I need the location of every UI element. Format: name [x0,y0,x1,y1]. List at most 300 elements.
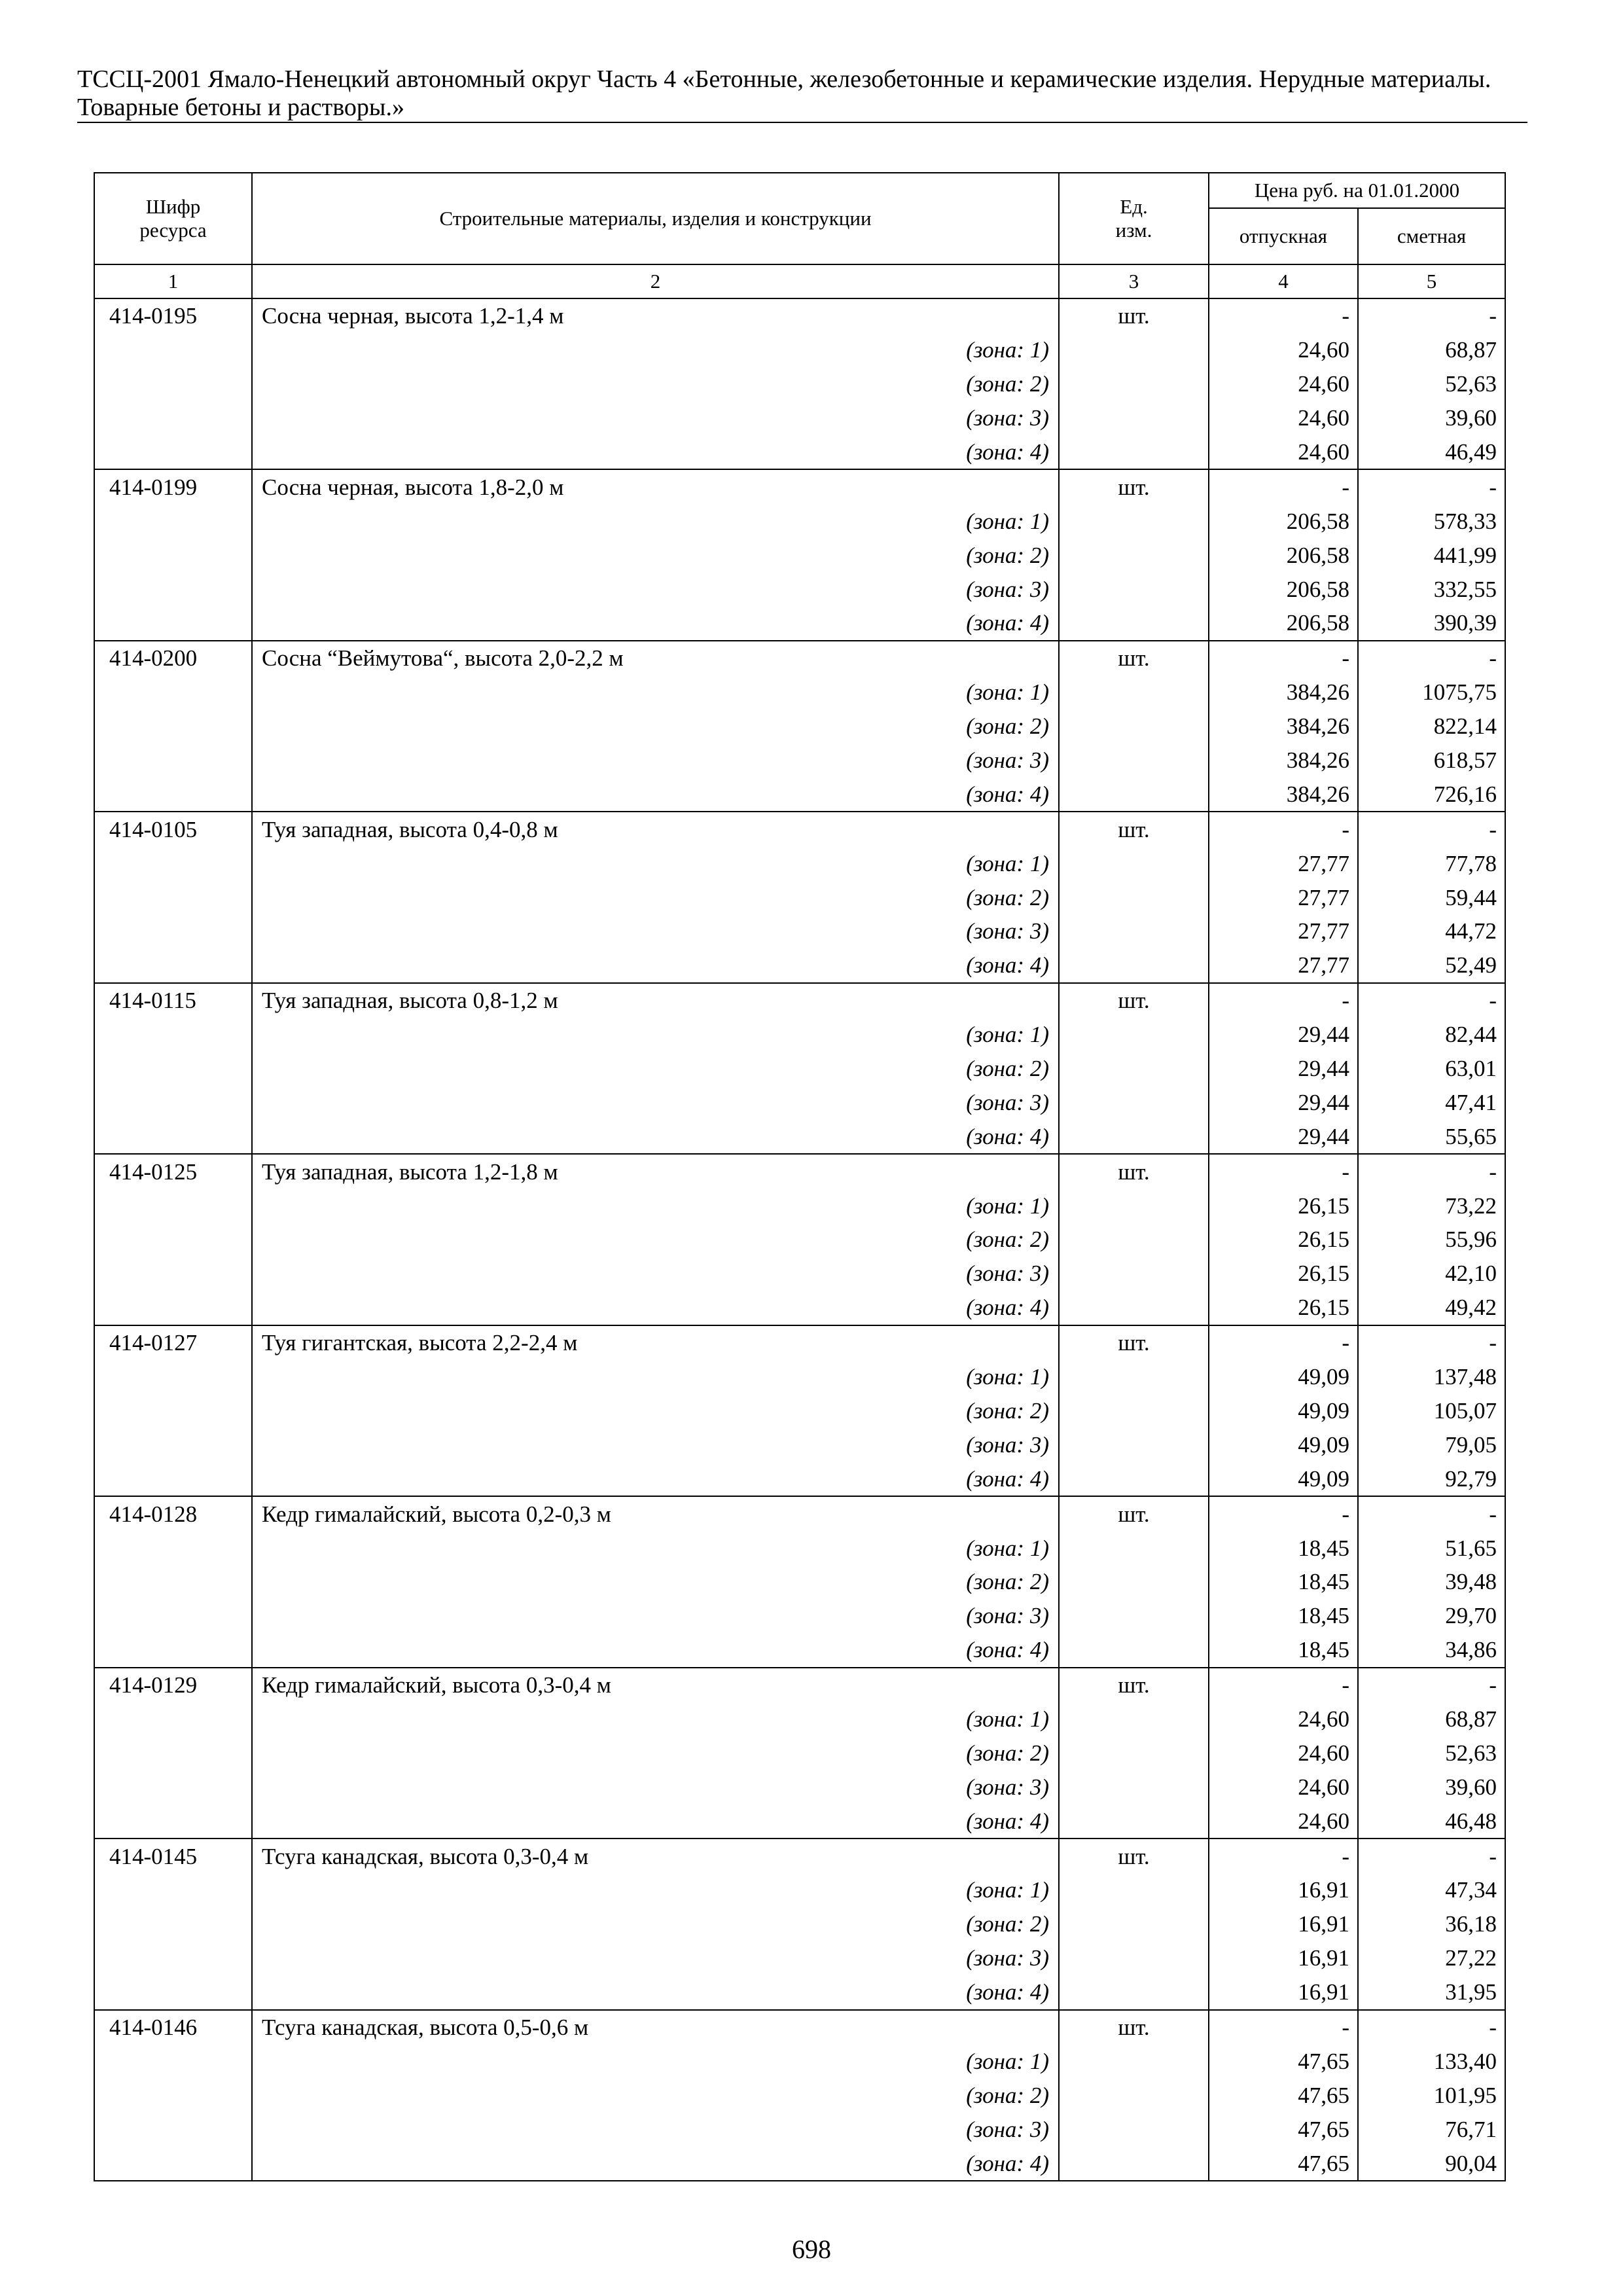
release-price: - [1209,1325,1358,1360]
zone-release-price: 24,60 [1209,1736,1358,1770]
resource-code-empty [94,401,252,435]
material-name: Сосна черная, высота 1,8-2,0 м [252,469,1059,504]
unit-empty [1059,1633,1209,1668]
zone-row [94,1804,1505,1839]
zone-estimate-price: 47,41 [1358,1085,1505,1119]
material-name: Тсуга канадская, высота 0,5-0,6 м [252,2010,1059,2045]
estimate-price: - [1358,812,1505,846]
header-estimate-price: сметная [1358,208,1505,264]
resource-code-empty [94,333,252,367]
zone-release-price: 29,44 [1209,1052,1358,1086]
estimate-price: - [1358,2010,1505,2045]
unit-empty [1059,1052,1209,1086]
zone-label: (зона: 2) [252,367,1059,401]
zone-release-price: 24,60 [1209,333,1358,367]
zone-row [94,1427,1505,1462]
zone-row [94,1223,1505,1257]
estimate-price: - [1358,1325,1505,1360]
unit-of-measure: шт. [1059,469,1209,504]
zone-estimate-price: 63,01 [1358,1052,1505,1086]
zone-release-price: 18,45 [1209,1633,1358,1668]
zone-row [94,1941,1505,1975]
zone-row [94,367,1505,401]
unit-empty [1059,675,1209,709]
material-name: Туя западная, высота 1,2-1,8 м [252,1154,1059,1189]
zone-row [94,1907,1505,1941]
zone-label: (зона: 4) [252,435,1059,470]
unit-empty [1059,1223,1209,1257]
zone-estimate-price: 82,44 [1358,1018,1505,1052]
material-name: Сосна “Веймутова“, высота 2,0-2,2 м [252,641,1059,675]
resource-code: 414-0145 [94,1839,252,1873]
resource-code-empty [94,1599,252,1633]
zone-label: (зона: 2) [252,880,1059,914]
page-number: 698 [792,2234,831,2264]
header-name: Строительные материалы, изделия и конструкции [252,173,1059,264]
unit-empty [1059,1291,1209,1325]
zone-release-price: 16,91 [1209,1907,1358,1941]
release-price: - [1209,1154,1358,1189]
resource-code-empty [94,1223,252,1257]
resource-code-empty [94,1427,252,1462]
estimate-price: - [1358,1839,1505,1873]
zone-release-price: 49,09 [1209,1427,1358,1462]
table-row [94,469,1505,504]
zone-row [94,1257,1505,1291]
zone-label: (зона: 3) [252,914,1059,948]
zone-estimate-price: 137,48 [1358,1360,1505,1394]
estimate-price: - [1358,1496,1505,1531]
zone-label: (зона: 1) [252,1189,1059,1223]
zone-release-price: 27,77 [1209,846,1358,880]
resource-code-empty [94,948,252,983]
unit-of-measure: шт. [1059,1839,1209,1873]
resource-code: 414-0115 [94,983,252,1018]
zone-release-price: 24,60 [1209,1702,1358,1736]
resource-code: 414-0128 [94,1496,252,1531]
table-row [94,1668,1505,1702]
zone-estimate-price: 76,71 [1358,2112,1505,2146]
unit-empty [1059,504,1209,538]
unit-empty [1059,1085,1209,1119]
zone-estimate-price: 46,48 [1358,1804,1505,1839]
resource-code: 414-0195 [94,298,252,333]
column-number: 5 [1358,264,1505,298]
table-row [94,1496,1505,1531]
zone-row [94,1702,1505,1736]
zone-label: (зона: 4) [252,1633,1059,1668]
zone-release-price: 49,09 [1209,1360,1358,1394]
zone-row [94,1360,1505,1394]
resource-code-empty [94,1531,252,1565]
unit-empty [1059,1804,1209,1839]
zone-release-price: 47,65 [1209,2078,1358,2112]
table-row [94,1154,1505,1189]
resource-code-empty [94,2044,252,2078]
zone-row [94,1394,1505,1428]
unit-empty [1059,744,1209,778]
zone-row [94,1736,1505,1770]
resource-code-empty [94,777,252,812]
resource-code-empty [94,1119,252,1154]
zone-row [94,572,1505,606]
release-price: - [1209,2010,1358,2045]
zone-row [94,504,1505,538]
unit-empty [1059,880,1209,914]
zone-label: (зона: 1) [252,2044,1059,2078]
header-price: Цена руб. на 01.01.2000 [1209,173,1505,208]
material-name: Туя гигантская, высота 2,2-2,4 м [252,1325,1059,1360]
header-code: Шифр ресурса [94,173,252,264]
zone-row [94,2078,1505,2112]
zone-label: (зона: 4) [252,948,1059,983]
zone-estimate-price: 578,33 [1358,504,1505,538]
unit-empty [1059,1702,1209,1736]
zone-row [94,1770,1505,1804]
resource-code: 414-0125 [94,1154,252,1189]
zone-release-price: 24,60 [1209,401,1358,435]
unit-empty [1059,333,1209,367]
table-row [94,1325,1505,1360]
zone-label: (зона: 1) [252,846,1059,880]
material-name: Тсуга канадская, высота 0,3-0,4 м [252,1839,1059,1873]
unit-empty [1059,777,1209,812]
column-number: 2 [252,264,1059,298]
unit-empty [1059,1531,1209,1565]
zone-label: (зона: 2) [252,1565,1059,1599]
zone-release-price: 384,26 [1209,777,1358,812]
material-name: Кедр гималайский, высота 0,3-0,4 м [252,1668,1059,1702]
resource-code-empty [94,1941,252,1975]
release-price: - [1209,641,1358,675]
unit-of-measure: шт. [1059,1154,1209,1189]
zone-label: (зона: 3) [252,572,1059,606]
resource-code-empty [94,1907,252,1941]
zone-label: (зона: 4) [252,1462,1059,1496]
resource-code: 414-0105 [94,812,252,846]
zone-release-price: 384,26 [1209,675,1358,709]
estimate-price: - [1358,641,1505,675]
unit-empty [1059,2146,1209,2181]
running-header-line-2: Товарные бетоны и растворы.» [77,94,404,121]
unit-empty [1059,2044,1209,2078]
unit-empty [1059,1599,1209,1633]
zone-estimate-price: 68,87 [1358,1702,1505,1736]
resource-code-empty [94,914,252,948]
zone-release-price: 27,77 [1209,914,1358,948]
estimate-price: - [1358,1154,1505,1189]
resource-code-empty [94,538,252,572]
resource-code-empty [94,1873,252,1907]
zone-label: (зона: 3) [252,2112,1059,2146]
unit-empty [1059,538,1209,572]
zone-release-price: 49,09 [1209,1394,1358,1428]
zone-row [94,333,1505,367]
zone-release-price: 26,15 [1209,1257,1358,1291]
zone-release-price: 49,09 [1209,1462,1358,1496]
zone-row [94,1291,1505,1325]
unit-of-measure: шт. [1059,983,1209,1018]
zone-row [94,880,1505,914]
zone-estimate-price: 92,79 [1358,1462,1505,1496]
zone-release-price: 206,58 [1209,606,1358,641]
zone-row [94,2044,1505,2078]
resource-code-empty [94,1189,252,1223]
zone-estimate-price: 46,49 [1358,435,1505,470]
resource-code-empty [94,1360,252,1394]
unit-empty [1059,606,1209,641]
release-price: - [1209,469,1358,504]
unit-of-measure: шт. [1059,1325,1209,1360]
resource-code-empty [94,435,252,470]
unit-empty [1059,572,1209,606]
zone-row [94,1085,1505,1119]
unit-empty [1059,1119,1209,1154]
estimate-price: - [1358,1668,1505,1702]
zone-label: (зона: 1) [252,1873,1059,1907]
zone-release-price: 26,15 [1209,1291,1358,1325]
zone-label: (зона: 1) [252,1531,1059,1565]
zone-label: (зона: 3) [252,1941,1059,1975]
zone-row [94,744,1505,778]
estimate-price: - [1358,469,1505,504]
zone-label: (зона: 4) [252,1119,1059,1154]
zone-label: (зона: 1) [252,1018,1059,1052]
resource-code-empty [94,2146,252,2181]
zone-release-price: 384,26 [1209,744,1358,778]
zone-row [94,1633,1505,1668]
zone-label: (зона: 4) [252,1975,1059,2010]
zone-row [94,401,1505,435]
resource-code-empty [94,1770,252,1804]
release-price: - [1209,1839,1358,1873]
zone-label: (зона: 1) [252,333,1059,367]
unit-empty [1059,1394,1209,1428]
unit-empty [1059,1736,1209,1770]
zone-row [94,606,1505,641]
table-row [94,2010,1505,2045]
zone-estimate-price: 34,86 [1358,1633,1505,1668]
table-row [94,983,1505,1018]
unit-empty [1059,2078,1209,2112]
zone-estimate-price: 42,10 [1358,1257,1505,1291]
zone-estimate-price: 79,05 [1358,1427,1505,1462]
zone-estimate-price: 441,99 [1358,538,1505,572]
release-price: - [1209,1668,1358,1702]
release-price: - [1209,983,1358,1018]
unit-of-measure: шт. [1059,812,1209,846]
unit-of-measure: шт. [1059,641,1209,675]
release-price: - [1209,812,1358,846]
release-price: - [1209,1496,1358,1531]
zone-estimate-price: 52,49 [1358,948,1505,983]
zone-release-price: 24,60 [1209,435,1358,470]
unit-of-measure: шт. [1059,1496,1209,1531]
zone-row [94,2112,1505,2146]
unit-empty [1059,1462,1209,1496]
column-number: 1 [94,264,252,298]
zone-estimate-price: 105,07 [1358,1394,1505,1428]
zone-label: (зона: 1) [252,504,1059,538]
zone-release-price: 18,45 [1209,1599,1358,1633]
zone-estimate-price: 52,63 [1358,1736,1505,1770]
zone-label: (зона: 3) [252,1770,1059,1804]
zone-label: (зона: 1) [252,1702,1059,1736]
zone-release-price: 384,26 [1209,709,1358,744]
resource-code-empty [94,2112,252,2146]
zone-release-price: 18,45 [1209,1565,1358,1599]
zone-estimate-price: 51,65 [1358,1531,1505,1565]
column-number: 3 [1059,264,1209,298]
zone-estimate-price: 101,95 [1358,2078,1505,2112]
unit-empty [1059,1907,1209,1941]
unit-empty [1059,435,1209,470]
zone-row [94,1565,1505,1599]
header-divider [77,122,1527,123]
zone-release-price: 24,60 [1209,1804,1358,1839]
table-row [94,641,1505,675]
unit-empty [1059,1189,1209,1223]
zone-estimate-price: 822,14 [1358,709,1505,744]
zone-label: (зона: 4) [252,606,1059,641]
unit-empty [1059,1873,1209,1907]
column-number: 4 [1209,264,1358,298]
zone-estimate-price: 726,16 [1358,777,1505,812]
unit-empty [1059,948,1209,983]
resource-code-empty [94,606,252,641]
zone-row [94,1119,1505,1154]
zone-label: (зона: 2) [252,1052,1059,1086]
zone-estimate-price: 39,48 [1358,1565,1505,1599]
unit-empty [1059,1565,1209,1599]
zone-row [94,1599,1505,1633]
resource-code-empty [94,1736,252,1770]
resource-code-empty [94,572,252,606]
zone-estimate-price: 49,42 [1358,1291,1505,1325]
unit-empty [1059,1770,1209,1804]
zone-label: (зона: 3) [252,1257,1059,1291]
zone-estimate-price: 52,63 [1358,367,1505,401]
header-unit: Ед. изм. [1059,173,1209,264]
zone-label: (зона: 1) [252,675,1059,709]
unit-empty [1059,846,1209,880]
zone-release-price: 47,65 [1209,2112,1358,2146]
resource-code-empty [94,880,252,914]
zone-label: (зона: 2) [252,1223,1059,1257]
resource-code-empty [94,675,252,709]
resource-code: 414-0127 [94,1325,252,1360]
zone-row [94,435,1505,470]
zone-estimate-price: 59,44 [1358,880,1505,914]
zone-release-price: 206,58 [1209,538,1358,572]
zone-label: (зона: 2) [252,709,1059,744]
zone-estimate-price: 39,60 [1358,1770,1505,1804]
resource-code-empty [94,504,252,538]
resource-code-empty [94,1702,252,1736]
zone-estimate-price: 29,70 [1358,1599,1505,1633]
zone-row [94,538,1505,572]
zone-estimate-price: 27,22 [1358,1941,1505,1975]
zone-estimate-price: 618,57 [1358,744,1505,778]
zone-row [94,675,1505,709]
resource-code-empty [94,846,252,880]
resource-code-empty [94,1085,252,1119]
resource-code-empty [94,1565,252,1599]
zone-estimate-price: 390,39 [1358,606,1505,641]
price-table-head [94,173,1505,298]
zone-estimate-price: 90,04 [1358,2146,1505,2181]
zone-row [94,1531,1505,1565]
unit-empty [1059,709,1209,744]
unit-empty [1059,1427,1209,1462]
zone-row [94,914,1505,948]
zone-row [94,1018,1505,1052]
zone-release-price: 206,58 [1209,572,1358,606]
zone-estimate-price: 31,95 [1358,1975,1505,2010]
zone-label: (зона: 3) [252,401,1059,435]
zone-release-price: 47,65 [1209,2044,1358,2078]
zone-row [94,777,1505,812]
zone-label: (зона: 2) [252,1736,1059,1770]
zone-label: (зона: 2) [252,2078,1059,2112]
resource-code-empty [94,744,252,778]
zone-row [94,1052,1505,1086]
resource-code: 414-0146 [94,2010,252,2045]
zone-release-price: 26,15 [1209,1189,1358,1223]
resource-code-empty [94,1257,252,1291]
resource-code-empty [94,367,252,401]
zone-estimate-price: 332,55 [1358,572,1505,606]
resource-code: 414-0129 [94,1668,252,1702]
resource-code-empty [94,1975,252,2010]
table-row [94,812,1505,846]
zone-estimate-price: 47,34 [1358,1873,1505,1907]
zone-row [94,1462,1505,1496]
release-price: - [1209,298,1358,333]
unit-empty [1059,1257,1209,1291]
table-row [94,298,1505,333]
zone-label: (зона: 4) [252,777,1059,812]
zone-estimate-price: 133,40 [1358,2044,1505,2078]
zone-label: (зона: 4) [252,2146,1059,2181]
resource-code-empty [94,1804,252,1839]
resource-code-empty [94,709,252,744]
zone-release-price: 24,60 [1209,367,1358,401]
unit-empty [1059,914,1209,948]
zone-estimate-price: 73,22 [1358,1189,1505,1223]
zone-release-price: 29,44 [1209,1018,1358,1052]
zone-row [94,846,1505,880]
estimate-price: - [1358,298,1505,333]
resource-code-empty [94,1291,252,1325]
unit-of-measure: шт. [1059,298,1209,333]
unit-of-measure: шт. [1059,2010,1209,2045]
zone-row [94,1975,1505,2010]
unit-empty [1059,2112,1209,2146]
resource-code-empty [94,1052,252,1086]
zone-label: (зона: 4) [252,1804,1059,1839]
zone-release-price: 16,91 [1209,1941,1358,1975]
zone-release-price: 29,44 [1209,1085,1358,1119]
zone-estimate-price: 1075,75 [1358,675,1505,709]
zone-release-price: 47,65 [1209,2146,1358,2181]
zone-estimate-price: 55,65 [1358,1119,1505,1154]
zone-release-price: 29,44 [1209,1119,1358,1154]
zone-estimate-price: 44,72 [1358,914,1505,948]
zone-row [94,1189,1505,1223]
zone-release-price: 27,77 [1209,880,1358,914]
zone-estimate-price: 68,87 [1358,333,1505,367]
